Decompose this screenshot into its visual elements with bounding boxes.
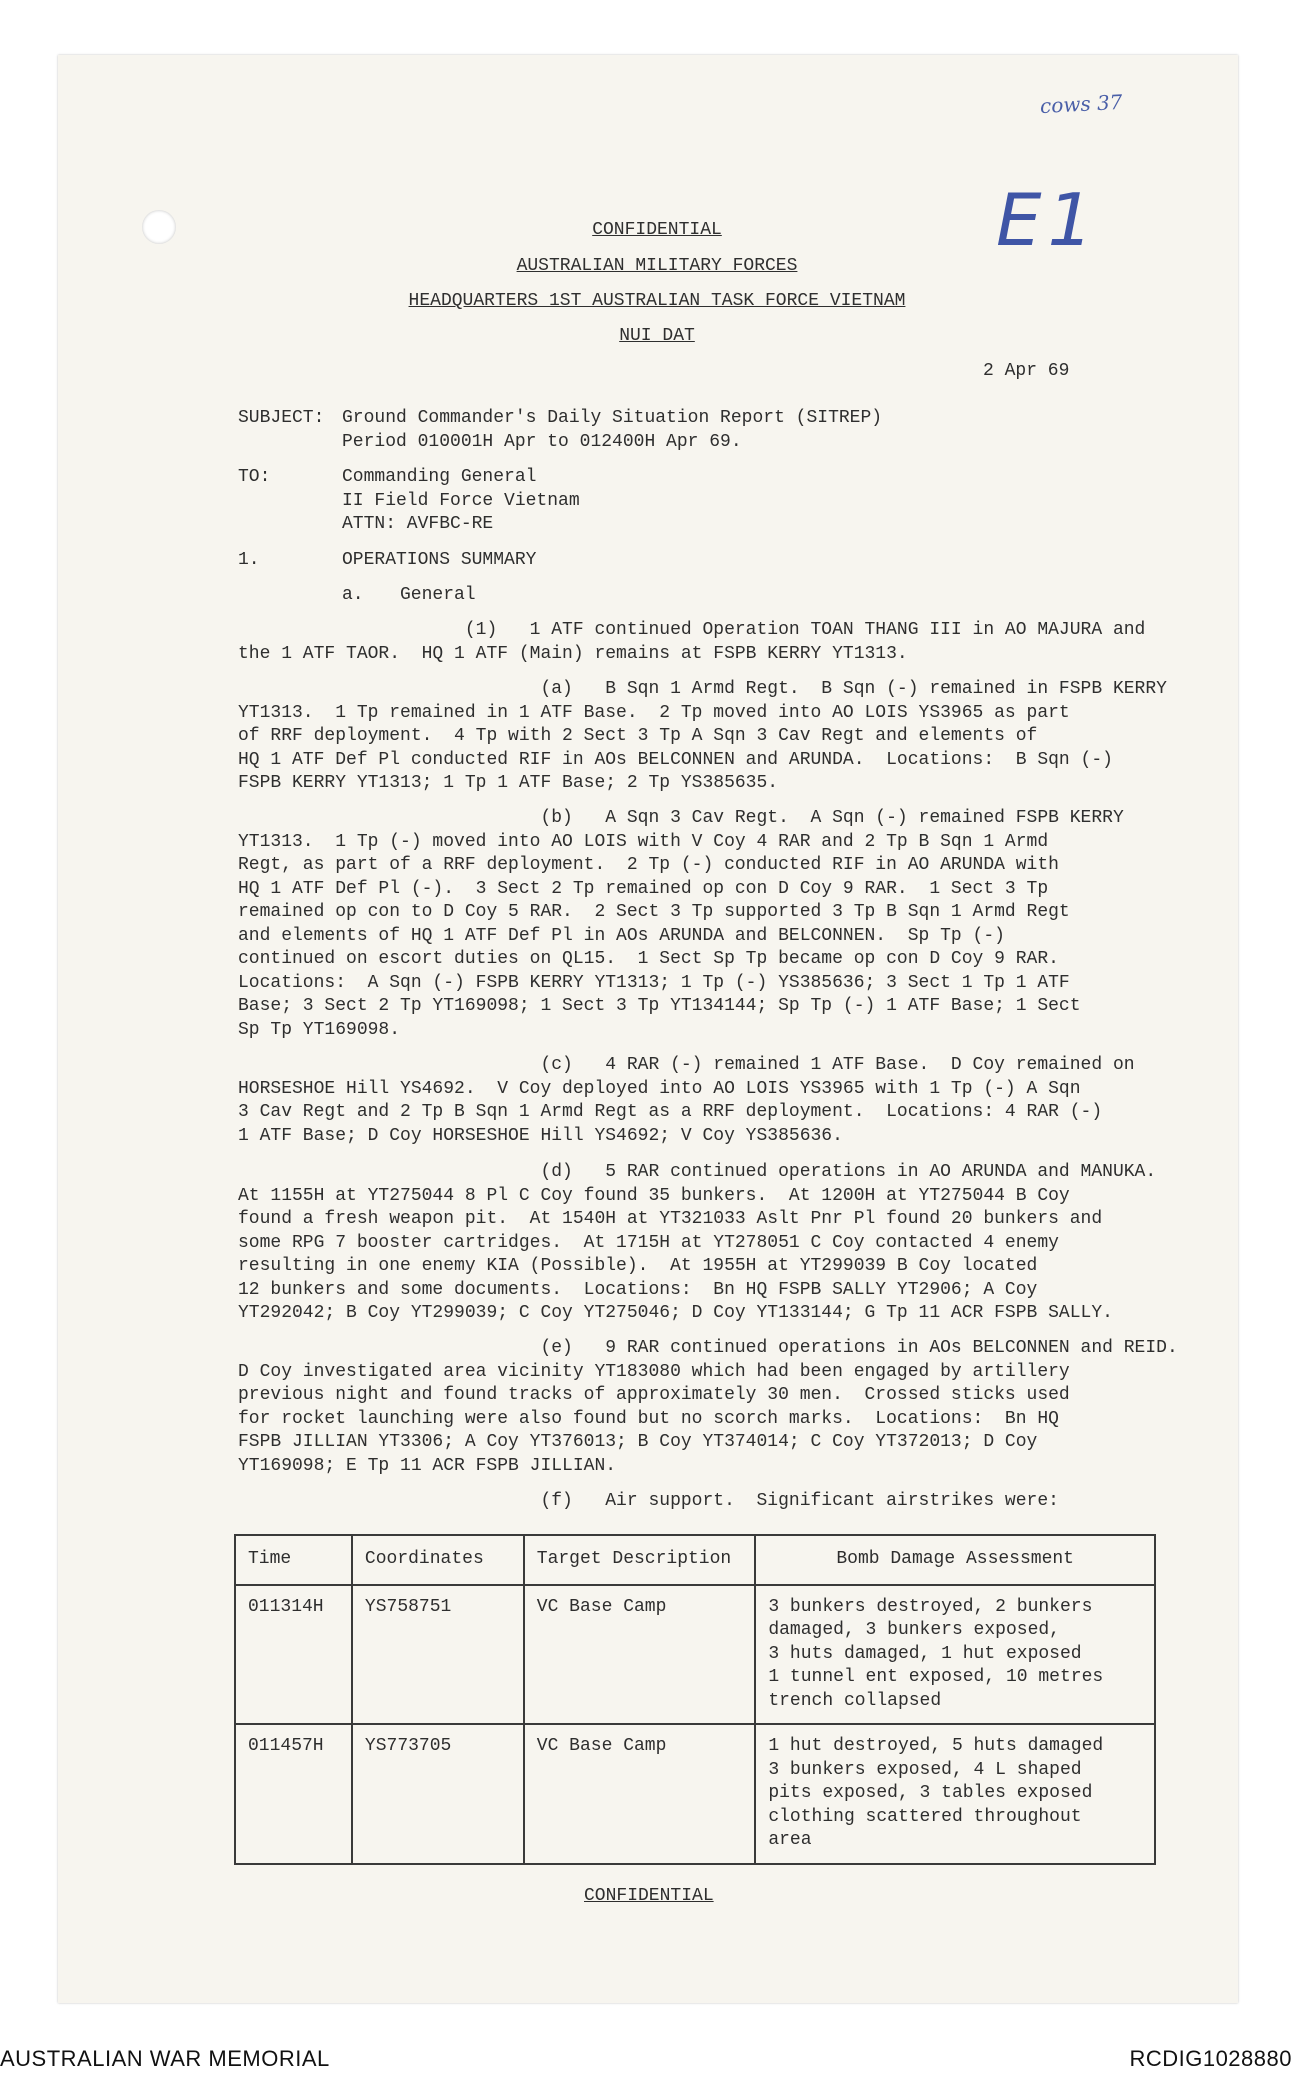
header-location: NUI DAT [619, 326, 695, 346]
bda-line: damaged, 3 bunkers exposed, [768, 1620, 1060, 1640]
para-line: for rocket launching were also found but no scorch marks. Locations: Bn HQ [238, 1409, 1059, 1429]
para-line: HQ 1 ATF Def Pl conducted RIF in AOs BELCONNEN and ARUNDA. Locations: B Sqn (-) [238, 750, 1113, 770]
archive-caption: AUSTRALIAN WAR MEMORIAL [0, 2046, 330, 2071]
para-line: (c) 4 RAR (-) remained 1 ATF Base. D Coy remained on [238, 1055, 1135, 1075]
to-line-3: ATTN: AVFBC-RE [342, 514, 494, 534]
cell-time: 011457H [235, 1724, 352, 1864]
para-line: Locations: A Sqn (-) FSPB KERRY YT1313; 1 Tp (-) YS385636; 3 Sect 1 Tp 1 ATF [238, 973, 1070, 993]
to-line-2: II Field Force Vietnam [342, 491, 580, 511]
para-line: (1) 1 ATF continued Operation TOAN THANG III in AO MAJURA and [238, 620, 1146, 640]
bda-line: trench collapsed [768, 1690, 942, 1711]
para-line: 1 ATF Base; D Coy HORSESHOE Hill YS4692; V Coy YS385636. [238, 1126, 843, 1146]
para-line: of RRF deployment. 4 Tp with 2 Sect 3 Tp A Sqn 3 Cav Regt and elements of [238, 726, 1038, 746]
para-line: and elements of HQ 1 ATF Def Pl in AOs ARUNDA and BELCONNEN. Sp Tp (-) [238, 926, 1005, 946]
section-title: OPERATIONS SUMMARY [342, 550, 537, 570]
cell-coordinates: YS758751 [352, 1585, 524, 1725]
subsection-title: General [400, 585, 476, 605]
para-line: D Coy investigated area vicinity YT183080 which had been engaged by artillery [238, 1362, 1070, 1382]
col-header-coordinates: Coordinates [352, 1535, 524, 1585]
table-row [235, 1724, 1155, 1864]
para-line: At 1155H at YT275044 8 Pl C Coy found 35 bunkers. At 1200H at YT275044 B Coy [238, 1186, 1070, 1206]
cell-target: VC Base Camp [524, 1724, 756, 1864]
table-header-row [235, 1535, 1155, 1585]
para-line: 3 Cav Regt and 2 Tp B Sqn 1 Armd Regt as a RRF deployment. Locations: 4 RAR (-) [238, 1102, 1103, 1122]
footer-confidential: CONFIDENTIAL [584, 1886, 714, 1906]
bda-line: 3 bunkers exposed, 4 L shaped [768, 1759, 1082, 1780]
bda-line: area [768, 1830, 812, 1850]
section-number: 1. [238, 550, 260, 570]
table-row [235, 1585, 1155, 1725]
para-line: YT169098; E Tp 11 ACR FSPB JILLIAN. [238, 1456, 617, 1476]
bda-line: 1 hut destroyed, 5 huts damaged [768, 1736, 1104, 1756]
para-f: (f) Air support. Significant airstrikes were: [238, 1491, 1059, 1511]
para-line: resulting in one enemy KIA (Possible). At 1955H at YT299039 B Coy located [238, 1256, 1038, 1276]
subject-line-2: Period 010001H Apr to 012400H Apr 69. [342, 432, 742, 452]
handwritten-note-large: E1 [996, 178, 1100, 262]
cell-bda [755, 1724, 1155, 1864]
para-line: YT292042; B Coy YT299039; C Coy YT275046; D Coy YT133144; G Tp 11 ACR FSPB SALLY. [238, 1303, 1113, 1323]
para-line: remained op con to D Coy 5 RAR. 2 Sect 3 Tp supported 3 Tp B Sqn 1 Armd Regt [238, 902, 1070, 922]
header-confidential: CONFIDENTIAL [592, 220, 722, 240]
para-line: Sp Tp YT169098. [238, 1020, 401, 1040]
cell-target: VC Base Camp [524, 1585, 756, 1725]
para-line: (e) 9 RAR continued operations in AOs BELCONNEN and REID. [238, 1338, 1178, 1358]
bda-line: 3 huts damaged, 1 hut exposed [768, 1643, 1082, 1664]
subject-label: SUBJECT: [238, 408, 325, 428]
para-line: (a) B Sqn 1 Armd Regt. B Sqn (-) remained in FSPB KERRY [238, 679, 1167, 699]
col-header-time: Time [235, 1535, 352, 1585]
subject-line-1: Ground Commander's Daily Situation Report (SITREP) [342, 408, 883, 428]
para-line: HORSESHOE Hill YS4692. V Coy deployed into AO LOIS YS3965 with 1 Tp (-) A Sqn [238, 1079, 1081, 1099]
para-line: 12 bunkers and some documents. Locations: Bn HQ FSPB SALLY YT2906; A Coy [238, 1280, 1038, 1300]
para-line: the 1 ATF TAOR. HQ 1 ATF (Main) remains at FSPB KERRY YT1313. [238, 644, 908, 664]
archive-id: RCDIG1028880 [1129, 2046, 1292, 2071]
bda-line: 3 bunkers destroyed, 2 bunkers [768, 1596, 1093, 1617]
cell-coordinates: YS773705 [352, 1724, 524, 1864]
para-line: (b) A Sqn 3 Cav Regt. A Sqn (-) remained FSPB KERRY [238, 808, 1124, 828]
para-line: some RPG 7 booster cartridges. At 1715H at YT278051 C Coy contacted 4 enemy [238, 1233, 1059, 1253]
col-header-target: Target Description [524, 1535, 756, 1585]
bda-line: 1 tunnel ent exposed, 10 metres [768, 1667, 1104, 1687]
header-headquarters: HEADQUARTERS 1ST AUSTRALIAN TASK FORCE VIETNAM [408, 291, 906, 311]
bda-line: pits exposed, 3 tables exposed [768, 1783, 1093, 1803]
para-line: Regt, as part of a RRF deployment. 2 Tp (-) conducted RIF in AO ARUNDA with [238, 855, 1059, 875]
to-line-1: Commanding General [342, 467, 537, 487]
handwritten-note-small: cows 37 [1039, 89, 1124, 119]
para-line: continued on escort duties on QL15. 1 Sect Sp Tp became op con D Coy 9 RAR. [238, 949, 1059, 969]
document-date: 2 Apr 69 [983, 361, 1070, 381]
to-label: TO: [238, 467, 271, 487]
cell-time: 011314H [235, 1585, 352, 1725]
para-line: (d) 5 RAR continued operations in AO ARUNDA and MANUKA. [238, 1162, 1157, 1182]
subsection-letter: a. [342, 585, 364, 605]
para-line: found a fresh weapon pit. At 1540H at YT321033 Aslt Pnr Pl found 20 bunkers and [238, 1209, 1103, 1229]
col-header-bda: Bomb Damage Assessment [755, 1535, 1155, 1585]
para-line: FSPB JILLIAN YT3306; A Coy YT376013; B Coy YT374014; C Coy YT372013; D Coy [238, 1432, 1038, 1452]
airstrike-table [234, 1534, 1156, 1865]
para-line: YT1313. 1 Tp remained in 1 ATF Base. 2 Tp moved into AO LOIS YS3965 as part [238, 703, 1070, 723]
para-line: previous night and found tracks of approximately 30 men. Crossed sticks used [238, 1385, 1070, 1405]
header-military-forces: AUSTRALIAN MILITARY FORCES [516, 256, 798, 276]
bda-line: clothing scattered throughout [768, 1806, 1082, 1827]
para-line: YT1313. 1 Tp (-) moved into AO LOIS with V Coy 4 RAR and 2 Tp B Sqn 1 Armd [238, 832, 1049, 852]
para-line: HQ 1 ATF Def Pl (-). 3 Sect 2 Tp remained op con D Coy 9 RAR. 1 Sect 3 Tp [238, 879, 1049, 899]
cell-bda [755, 1585, 1155, 1725]
para-line: Base; 3 Sect 2 Tp YT169098; 1 Sect 3 Tp YT134144; Sp Tp (-) 1 ATF Base; 1 Sect [238, 996, 1081, 1016]
para-line: FSPB KERRY YT1313; 1 Tp 1 ATF Base; 2 Tp YS385635. [238, 773, 779, 793]
